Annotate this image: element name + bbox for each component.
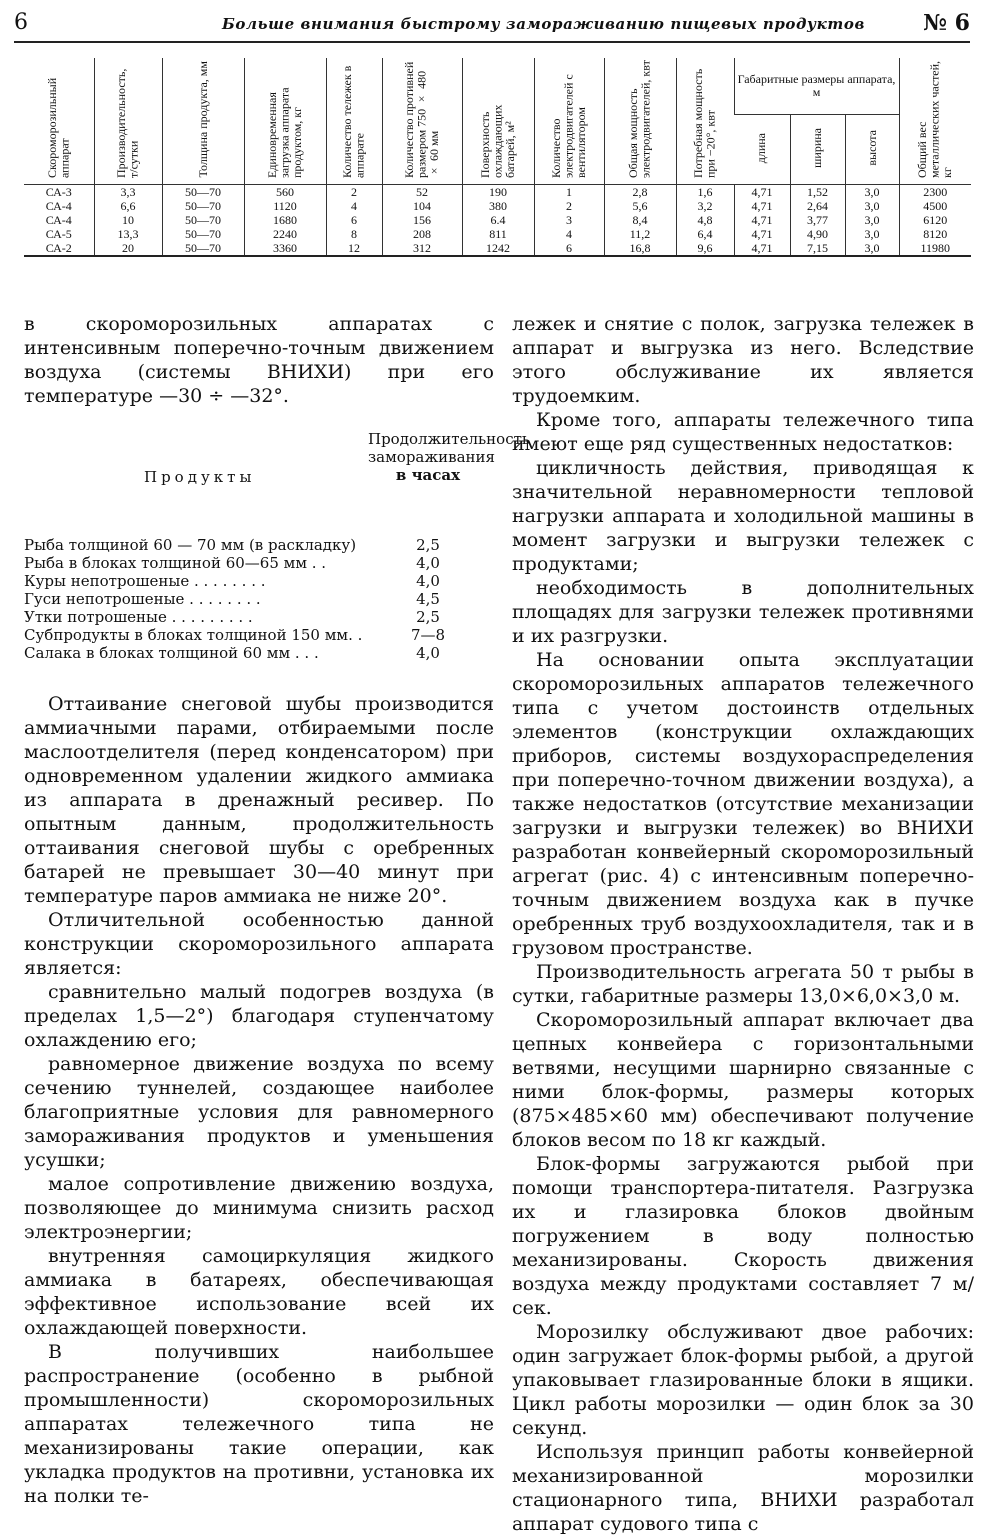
table-cell: 1 2 3 4 6 <box>534 184 604 256</box>
specs-table <box>24 58 971 257</box>
table-cell: 1,52 2,64 3,77 4,90 7,15 <box>790 184 845 256</box>
table-cell: СА-3 СА-4 СА-4 СА-5 СА-2 <box>45 184 72 255</box>
list-item: Куры непотрошеные . . . . . . . . 4,0 <box>24 572 440 590</box>
products-header: Продукты <box>144 468 256 486</box>
left-column <box>24 312 531 1508</box>
paragraph: В получивших наибольшее распространение (особенно в рыбной промышленности) скороморозильных аппаратах тележечного типа не механизированы такие операции, как укладка продуктов на противни, установка их на полки те- <box>24 1341 494 1507</box>
list-item: Рыба толщиной 60 — 70 мм (в раскладку) 2,5 <box>24 536 440 554</box>
col-header: Общий вес металлических частей, кг <box>899 58 971 184</box>
list-item: Гуси непотрошеные . . . . . . . . 4,5 <box>24 590 440 608</box>
paragraph: Кроме того, аппараты тележечного типа имеют еще ряд существенных недостатков: <box>512 409 974 455</box>
paragraph: в скороморозильных аппаратах с интенсивным поперечно-точным движением воздуха (системы ВНИХИ) при его температуре —30 ÷ —32°. <box>24 313 494 407</box>
paragraph: На основании опыта эксплуатации скороморозильных аппаратов тележечного типа с учетом достоинств отдельных элементов (конструкции охлаждающих приборов, системы воздухораспределения при поперечно-точном движении воздуха), а также недостатков (отсутствие механизации загрузки и выгрузки тележек) во ВНИХИ разработан конвейерный скороморозильный агрегат (рис. 4) с интенсивным поперечно-точным движением воздуха как в пучке оребренных труб воздухоохладителя, так и в грузовом пространстве. <box>512 649 974 959</box>
issue-number: № 6 <box>923 10 970 36</box>
paragraph: Скороморозильный аппарат включает два цепных конвейера с горизонтальными ветвями, несущими шарнирно связанные с ними блок-формы, размеры которых (875×485×60 мм) обеспечивают получение блоков весом по 18 кг каждый. <box>512 1009 974 1151</box>
paragraph: Производительность агрегата 50 т рыбы в сутки, габаритные размеры 13,0×6,0×3,0 м. <box>512 961 974 1007</box>
freezing-time-table <box>24 416 531 662</box>
paragraph: Оттаивание снеговой шубы производится аммиачными парами, отбираемыми после маслоотделителя (перед конденсатором) при одновременном удалении жидкого аммиака из аппарата в дренажный ресивер. По опытным данным, продолжительность оттаивания снеговой шубы с оребренных батарей не превышает 30—40 минут при температуре паров аммиака не ниже 20°. <box>24 693 494 907</box>
col-header: Толщина продукта, мм <box>162 58 244 184</box>
paragraph: малое сопротивление движению воздуха, позволяющее до минимума снизить расход электроэнергии; <box>24 1173 494 1243</box>
table-cell: 560 1120 1680 2240 3360 <box>244 184 326 256</box>
paragraph: Блок-формы загружаются рыбой при помощи транспортера-питателя. Разгрузка их и глазировка блоков двойным погружением в воду полностью механизированы. Скорость движения воздуха между продуктами составляет 7 м/сек. <box>512 1153 974 1319</box>
paragraph: Отличительной особенностью данной конструкции скороморозильного аппарата является: <box>24 909 494 979</box>
paragraph: сравнительно малый подогрев воздуха (в пределах 1,5—2°) благодаря ступенчатому охлаждению его; <box>24 981 494 1051</box>
header-rule <box>14 41 970 43</box>
paragraph: цикличность действия, приводящая к значительной неравномерности тепловой нагрузки аппарата и холодильной машины в момент загрузки и выгрузки тележек с продуктами; <box>512 457 974 575</box>
table-cell: 2,8 5,6 8,4 11,2 16,8 <box>604 184 676 256</box>
paragraph: Используя принцип работы конвейерной механизированной морозилки стационарного типа, ВНИХИ разработал аппарат судового типа с <box>512 1441 974 1535</box>
table-cell: 52 104 156 208 312 <box>382 184 462 256</box>
running-title: Больше внимания быстрому замораживанию пищевых продуктов <box>222 15 865 33</box>
table-cell: 2300 4500 6120 8120 11980 <box>899 184 971 256</box>
duration-header: Продолжительность замораживания в часах <box>368 430 531 484</box>
table-cell: 190 380 6.4 811 1242 <box>462 184 534 256</box>
table-cell: 3,3 6,6 10 13,3 20 <box>94 184 162 256</box>
table-cell: 4,71 4,71 4,71 4,71 4,71 <box>734 184 790 256</box>
paragraph: Морозилку обслуживают двое рабочих: один загружает блок-формы рыбой, а другой упаковывает глазированные блоки в ящики. Цикл работы морозилки — один блок за 30 секунд. <box>512 1321 974 1439</box>
group-header: Габаритные размеры аппарата, м <box>734 58 899 114</box>
col-header: Потребная мощность при −20°, квт <box>676 58 734 184</box>
page-header <box>14 10 970 40</box>
col-header: Поверхность охлаждающих батарей, м² <box>462 58 534 184</box>
table-body-row <box>24 184 971 256</box>
col-header: Количество электродвигателей с вентилятором <box>534 58 604 184</box>
col-header: ширина <box>790 114 845 184</box>
list-item: Субпродукты в блоках толщиной 150 мм. . 7—8 <box>24 626 446 644</box>
col-header: Производительность, т/сутки <box>94 58 162 184</box>
paragraph: внутренняя самоциркуляция жидкого аммиака в батареях, обеспечивающая эффективное использование всей их охлаждающей поверхности. <box>24 1245 494 1339</box>
right-column <box>512 312 974 1536</box>
freezing-table-header <box>24 416 531 536</box>
col-header: Количество противней размером 750 × 480 × 60 мм <box>382 58 462 184</box>
table-cell: 3,0 3,0 3,0 3,0 3,0 <box>845 184 899 256</box>
col-header: Общая мощность электродвигателей, квт <box>604 58 676 184</box>
paragraph: необходимость в дополнительных площадях для загрузки тележек противнями и их разгрузки. <box>512 577 974 647</box>
list-item: Рыба в блоках толщиной 60—65 мм . . 4,0 <box>24 554 440 572</box>
table-cell: 50—70 50—70 50—70 50—70 50—70 <box>162 184 244 256</box>
list-item: Утки потрошеные . . . . . . . . . 2,5 <box>24 608 440 626</box>
table-cell: 1,6 3,2 4,8 6,4 9,6 <box>676 184 734 256</box>
list-item: Салака в блоках толщиной 60 мм . . . 4,0 <box>24 644 440 662</box>
col-header: Количество тележек в аппарате <box>326 58 382 184</box>
col-header: высота <box>845 114 899 184</box>
paragraph: лежек и снятие с полок, загрузка тележек в аппарат и выгрузка из него. Вследствие этого обслуживание их является трудоемким. <box>512 313 974 407</box>
paragraph: равномерное движение воздуха по всему сечению туннелей, создающее наиболее благоприятные условия для равномерного замораживания продуктов и уменьшения усушки; <box>24 1053 494 1171</box>
col-header: Скороморозильный аппарат <box>45 78 72 179</box>
page-number: 6 <box>14 10 28 35</box>
col-header: Единовременная загрузка аппарата продуктом, кг <box>244 58 326 184</box>
col-header: длина <box>754 132 769 163</box>
table-cell: 2 4 6 8 12 <box>326 184 382 256</box>
